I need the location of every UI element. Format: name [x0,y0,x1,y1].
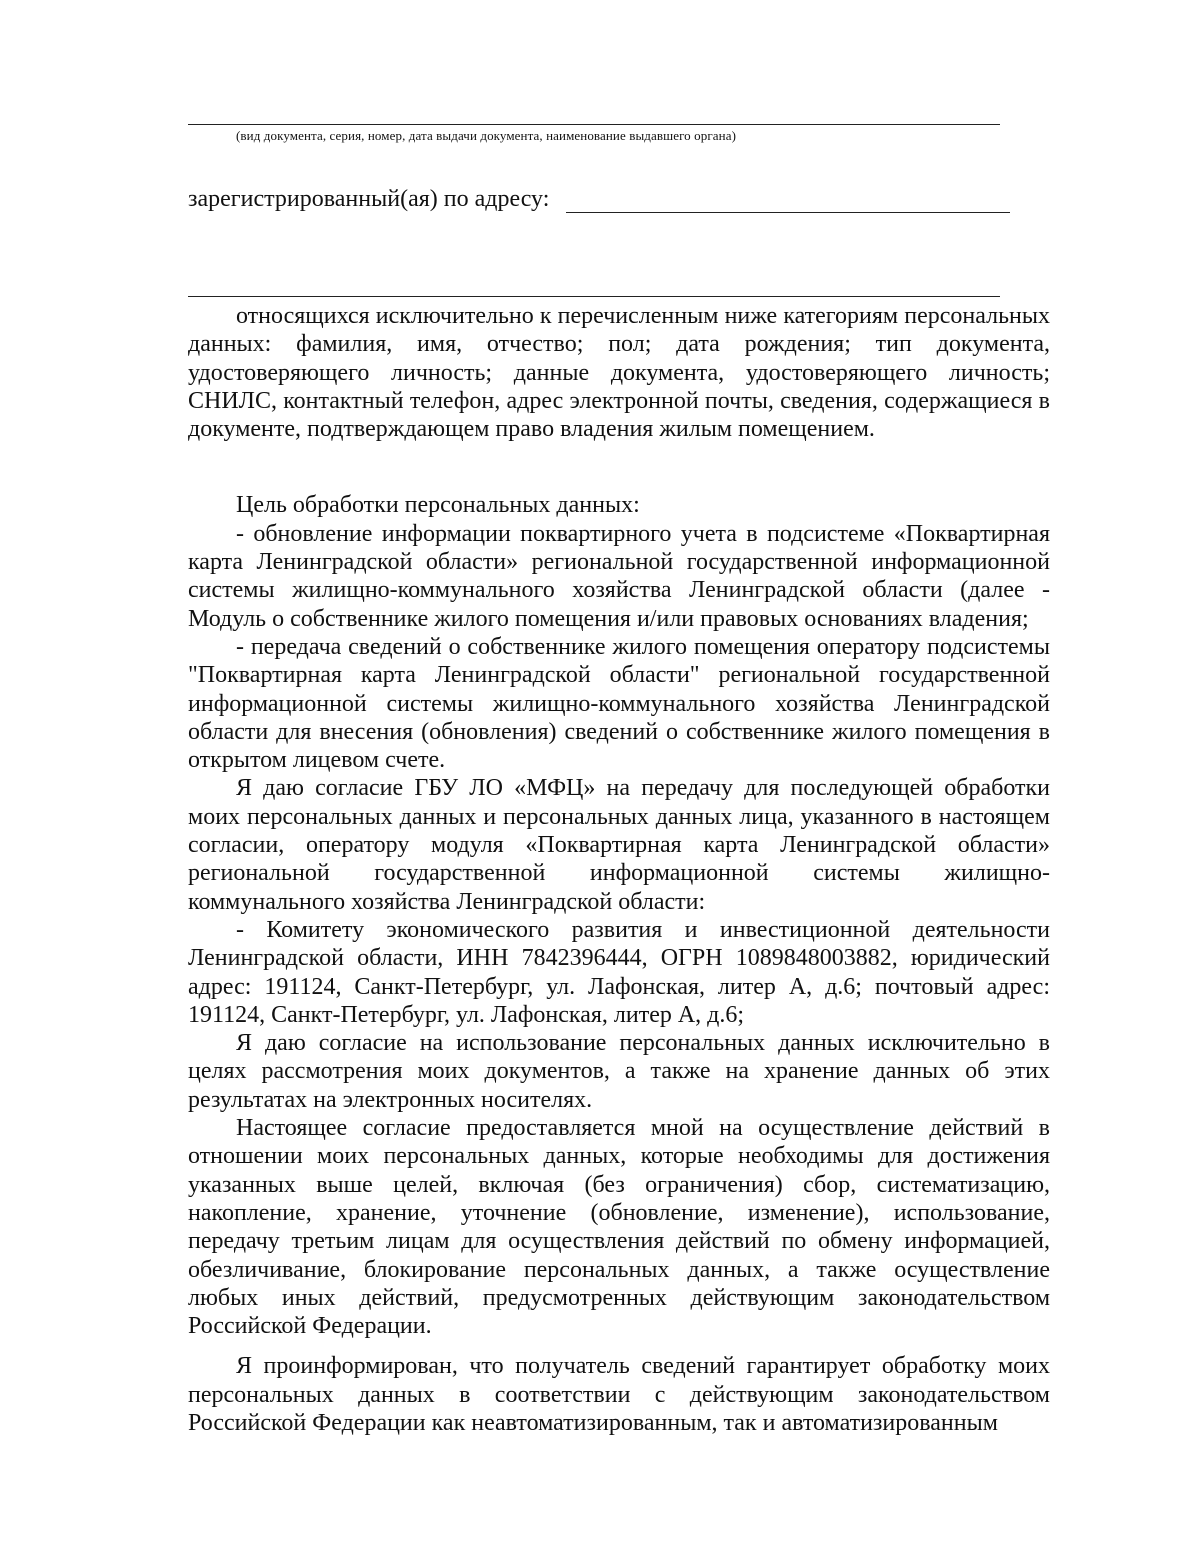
purpose-heading: Цель обработки персональных данных: [236,492,640,519]
address-second-blank-line [188,296,1000,297]
committee-paragraph: - Комитету экономического развития и инвестиционной деятельности Ленинградской области, ИНН 7842396444, ОГРН 1089848003882, юридический адрес: 191124, Санкт-Петербург, ул. Лафонская, литер А, д.6; почтовый адрес: 191124, Санкт-Петербург, ул. Лафонская, литер А, д.6; [188,916,1050,1028]
consent-use-paragraph: Я даю согласие на использование персональных данных исключительно в целях рассмотрения моих документов, а также на хранение данных об этих результатах на электронных носителях. [188,1030,1050,1113]
informed-paragraph: Я проинформирован, что получатель сведений гарантирует обработку моих персональных данных в соответствии с действующим законодательством Российской Федерации как неавтоматизированным, так и автоматизированным [188,1353,1050,1436]
document-id-blank-line [188,124,1000,125]
purpose-item-2: - передача сведений о собственнике жилого помещения оператору подсистемы "Поквартирная карта Ленинградской области" региональной государственной информационной системы жилищно-коммунального хозяйства Ленинградской области для внесения (обновления) сведений о собственнике жилого помещения в открытом лицевом счете. [188,633,1050,774]
consent-transfer-paragraph: Я даю согласие ГБУ ЛО «МФЦ» на передачу для последующей обработки моих персональных данных и персональных данных лица, указанного в настоящем согласии, оператору модуля «Поквартирная карта Ленинградской области» региональной государственной информационной системы жилищно-коммунального хозяйства Ленинградской области: [188,775,1050,915]
address-label: зарегистрированный(ая) по адресу: [188,186,550,212]
consent-actions-paragraph: Настоящее согласие предоставляется мной на осуществление действий в отношении моих персональных данных, которые необходимы для достижения указанных выше целей, включая (без ограничения) сбор, систематизацию, накопление, хранение, уточнение (обновление, изменение), использование, передачу третьим лицам для осуществления действий по обмену информацией, обезличивание, блокирование персональных данных, а также осуществление любых иных действий, предусмотренных действующим законодательством Российской Федерации. [188,1115,1050,1340]
purpose-item-1: - обновление информации поквартирного учета в подсистеме «Поквартирная карта Ленинградской области» региональной государственной информационной системы жилищно-коммунального хозяйства Ленинградской области (далее - Модуль о собственнике жилого помещения и/или правовых основаниях владения; [188,520,1050,632]
categories-paragraph: относящихся исключительно к перечисленным ниже категориям персональных данных: фамилия, имя, отчество; пол; дата рождения; тип документа, удостоверяющего личность; данные документа, удостоверяющего личность; СНИЛС, контактный телефон, адрес электронной почты, сведения, содержащиеся в документе, подтверждающем право владения жилым помещением. [188,303,1050,443]
address-blank-line [566,212,1010,213]
document-body [188,302,1050,1437]
document-id-caption: (вид документа, серия, номер, дата выдачи документа, наименование выдавшего органа) [236,128,736,143]
